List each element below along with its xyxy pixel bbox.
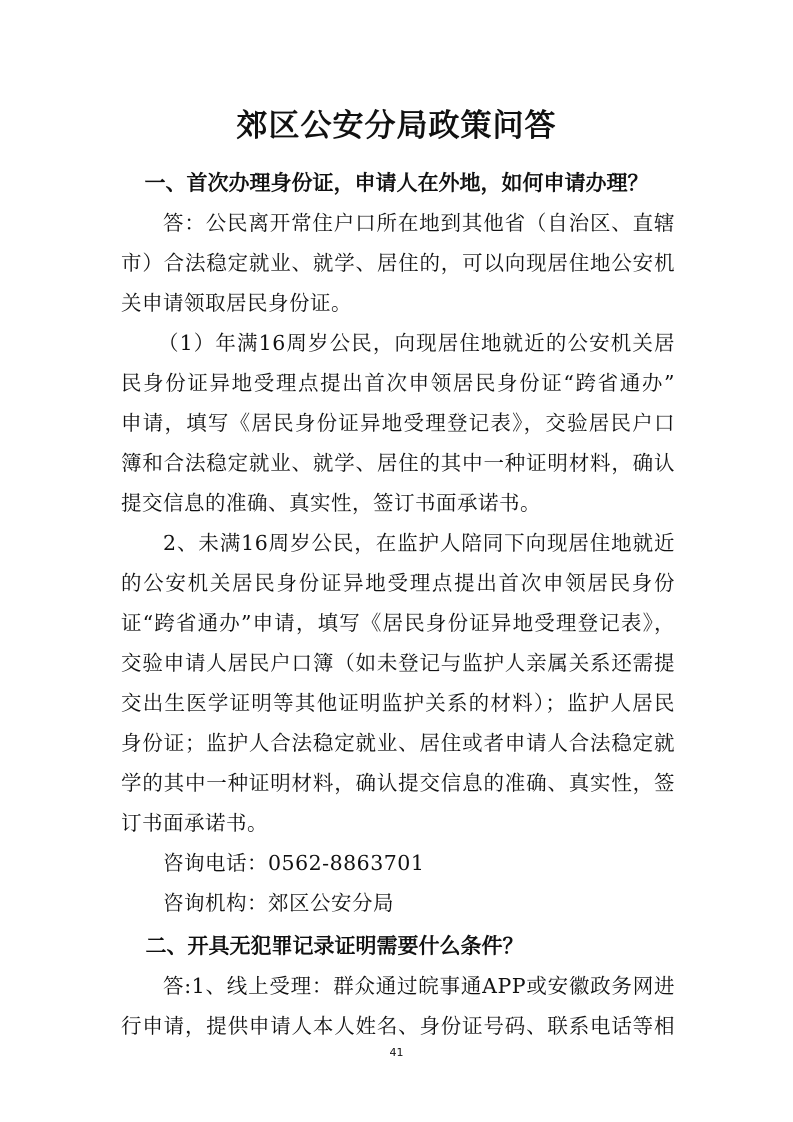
paragraph-line: 民身份证异地受理点提出首次申领居民身份证“跨省通办” <box>121 371 675 395</box>
consult-phone: 咨询电话：0562-8863701 <box>163 851 425 875</box>
paragraph-line: 交验申请人居民户口簿（如未登记与监护人亲属关系还需提 <box>121 651 675 675</box>
paragraph-line: 学的其中一种证明材料，确认提交信息的准确、真实性，签 <box>121 771 675 795</box>
section-heading-1: 一、首次办理身份证，申请人在外地，如何申请办理？ <box>144 171 649 195</box>
paragraph-line: 申请，填写《居民身份证异地受理登记表》，交验居民户口 <box>121 411 675 435</box>
section-heading-2: 二、开具无犯罪记录证明需要什么条件？ <box>145 934 524 958</box>
paragraph-line: 证“跨省通办”申请，填写《居民身份证异地受理登记表》， <box>121 611 675 635</box>
consult-agency: 咨询机构：郊区公安分局 <box>163 891 394 915</box>
paragraph-line: 答：公民离开常住户口所在地到其他省（自治区、直辖 <box>163 211 675 235</box>
paragraph-line: 关申请领取居民身份证。 <box>121 291 352 315</box>
page-title: 郊区公安分局政策问答 <box>236 108 557 144</box>
paragraph-line: 簿和合法稳定就业、就学、居住的其中一种证明材料，确认 <box>121 451 675 475</box>
paragraph-line: 市）合法稳定就业、就学、居住的，可以向现居住地公安机 <box>121 251 675 275</box>
page-number: 41 <box>389 1046 404 1059</box>
paragraph-line: （1）年满16周岁公民，向现居住地就近的公安机关居 <box>158 331 675 355</box>
paragraph-line: 的公安机关居民身份证异地受理点提出首次申领居民身份 <box>121 571 675 595</box>
paragraph-line: 2、未满16周岁公民，在监护人陪同下向现居住地就近 <box>163 531 675 555</box>
paragraph-line: 身份证；监护人合法稳定就业、居住或者申请人合法稳定就 <box>121 731 675 755</box>
paragraph-line: 提交信息的准确、真实性，签订书面承诺书。 <box>121 491 541 515</box>
paragraph-line: 行申请，提供申请人本人姓名、身份证号码、联系电话等相 <box>121 1014 675 1038</box>
paragraph-line: 交出生医学证明等其他证明监护关系的材料）；监护人居民 <box>121 691 675 715</box>
paragraph-line: 订书面承诺书。 <box>121 811 268 835</box>
paragraph-line: 答:1、线上受理：群众通过皖事通APP或安徽政务网进 <box>163 974 675 998</box>
